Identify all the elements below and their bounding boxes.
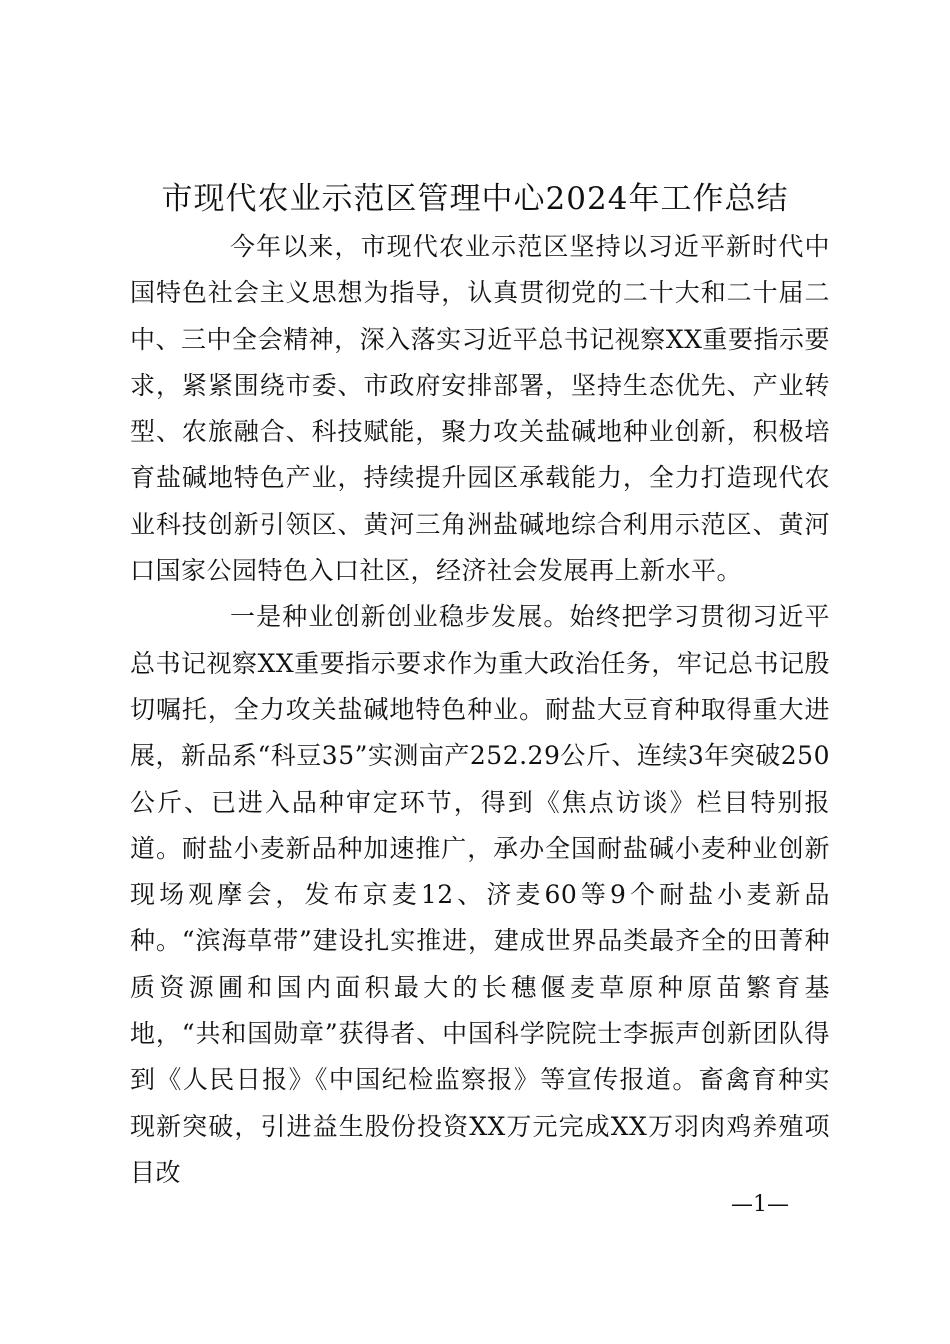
paragraph-seed-industry: 一是种业创新创业稳步发展。始终把学习贯彻习近平总书记视察XX重要指示要求作为重大政治任务，牢记总书记殷切嘱托，全力攻关盐碱地特色种业。耐盐大豆育种取得重大进展，新品系“科豆35”实测亩产252.29公斤、连续3年突破250公斤、已进入品种审定环节，得到《焦点访谈》栏目特别报道。耐盐小麦新品种加速推广，承办全国耐盐碱小麦种业创新现场观摩会，发布京麦12、济麦60等9个耐盐小麦新品种。“滨海草带”建设扎实推进，建成世界品类最齐全的田菁种质资源圃和国内面积最大的长穗偃麦草原种原苗繁育基地，“共和国勋章”获得者、中国科学院院士李振声创新团队得到《人民日报》《中国纪检监察报》等宣传报道。畜禽育种实现新突破，引进益生股份投资XX万元完成XX万羽肉鸡养殖项目改 bbox=[130, 602, 830, 1187]
page-number: —1— bbox=[731, 1192, 789, 1217]
document-title: 市现代农业示范区管理中心2024年工作总结 bbox=[161, 181, 789, 217]
document-body bbox=[130, 224, 830, 1196]
paragraph-intro: 今年以来，市现代农业示范区坚持以习近平新时代中国特色社会主义思想为指导，认真贯彻党的二十大和二十届二中、三中全会精神，深入落实习近平总书记视察XX重要指示要求，紧紧围绕市委、市政府安排部署，坚持生态优先、产业转型、农旅融合、科技赋能，聚力攻关盐碱地种业创新，积极培育盐碱地特色产业，持续提升园区承载能力，全力打造现代农业科技创新引领区、黄河三角洲盐碱地综合利用示范区、黄河口国家公园特色入口社区，经济社会发展再上新水平。 bbox=[130, 232, 830, 586]
